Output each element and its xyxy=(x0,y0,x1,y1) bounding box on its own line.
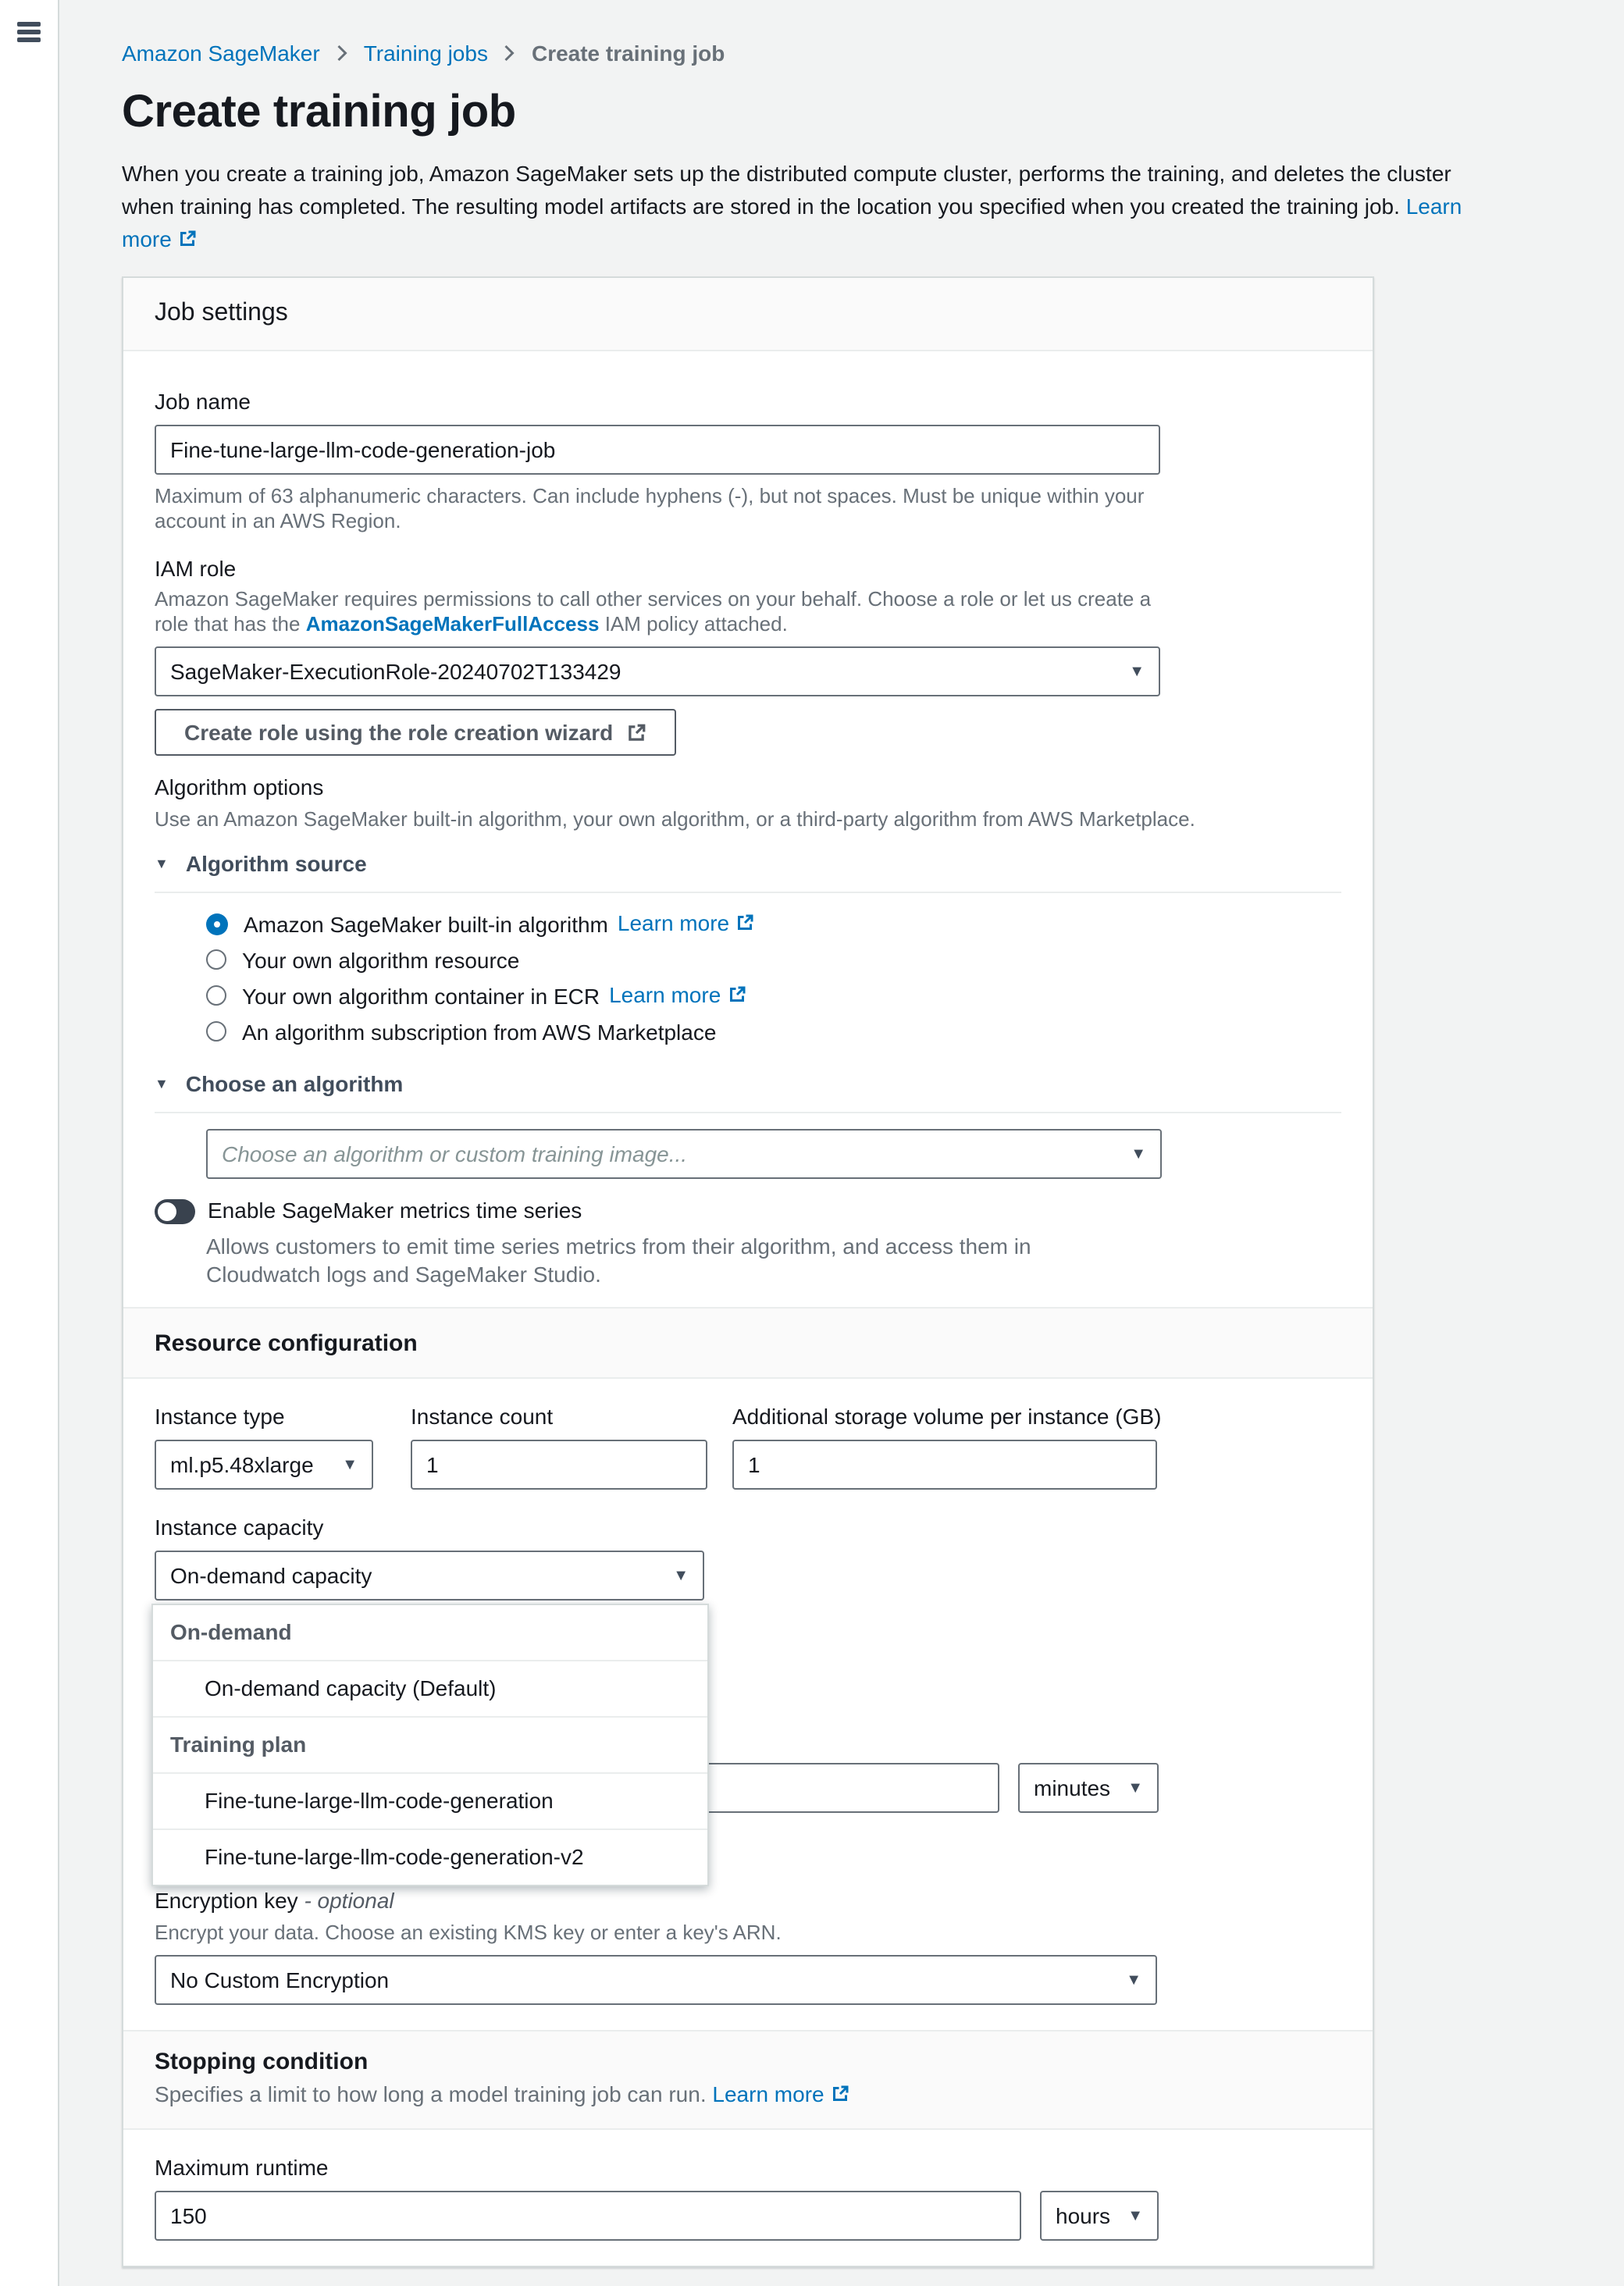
external-link-icon xyxy=(625,722,646,742)
chevron-down-icon: ▼ xyxy=(1127,1779,1143,1796)
algorithm-source-title: Algorithm source xyxy=(185,851,367,876)
radio-marketplace-subscription[interactable] xyxy=(206,1020,1341,1043)
breadcrumb-current: Create training job xyxy=(531,41,725,66)
job-settings-title: Job settings xyxy=(155,300,288,326)
iam-role-select[interactable] xyxy=(155,646,1160,696)
radio-builtin-algorithm[interactable] xyxy=(206,912,1341,935)
chevron-down-icon: ▼ xyxy=(1127,2207,1143,2224)
iam-role-description xyxy=(155,587,1173,637)
divider xyxy=(155,892,1341,893)
dropdown-option-training-plan-2[interactable]: Fine-tune-large-llm-code-generation-v2 xyxy=(153,1828,707,1885)
breadcrumb xyxy=(122,41,1468,66)
maximum-runtime-input[interactable] xyxy=(155,2191,1021,2241)
radio-icon xyxy=(206,985,226,1006)
radio-icon xyxy=(206,949,226,970)
chevron-down-icon: ▼ xyxy=(342,1456,358,1473)
instance-capacity-dropdown-wrap xyxy=(155,1551,704,1869)
algorithm-source-expander[interactable] xyxy=(155,851,1341,876)
external-link-icon xyxy=(178,228,197,253)
radio-label: Your own algorithm container in ECR xyxy=(242,983,600,1008)
instance-count-input[interactable] xyxy=(411,1440,707,1490)
duration-unit-select[interactable] xyxy=(1018,1763,1159,1813)
instance-type-label: Instance type xyxy=(155,1404,285,1429)
chevron-down-icon: ▼ xyxy=(1131,1145,1146,1163)
instance-type-field xyxy=(155,1404,373,1490)
choose-algorithm-expander[interactable] xyxy=(155,1071,1341,1096)
create-role-button[interactable] xyxy=(155,709,675,756)
duration-unit-value: minutes xyxy=(1034,1775,1111,1800)
stopping-condition-title: Stopping condition xyxy=(155,2049,369,2075)
additional-storage-field xyxy=(732,1404,1161,1490)
radio-checked-icon xyxy=(206,913,228,935)
collapsed-sidebar xyxy=(0,0,59,2286)
chevron-down-icon: ▼ xyxy=(1126,1971,1141,1989)
page-description xyxy=(122,158,1468,258)
breadcrumb-sagemaker[interactable]: Amazon SageMaker xyxy=(122,41,320,66)
job-name-input[interactable] xyxy=(155,425,1160,475)
algorithm-options-label: Algorithm options xyxy=(155,774,324,799)
toggle-knob xyxy=(158,1202,176,1220)
iam-role-label: IAM role xyxy=(155,556,237,581)
job-settings-body xyxy=(123,351,1373,1307)
form-card xyxy=(122,276,1374,2267)
radio-label: Amazon SageMaker built-in algorithm xyxy=(244,911,608,936)
chevron-right-icon xyxy=(333,44,351,62)
sagemaker-full-access-link[interactable]: AmazonSageMakerFullAccess xyxy=(305,612,600,636)
external-link-icon xyxy=(735,912,754,937)
learn-more-label: Learn more xyxy=(712,2081,824,2106)
algorithm-select-placeholder: Choose an algorithm or custom training image... xyxy=(222,1141,688,1166)
runtime-unit-select[interactable] xyxy=(1040,2191,1159,2241)
learn-more-link[interactable] xyxy=(712,2081,849,2106)
breadcrumb-training-jobs[interactable]: Training jobs xyxy=(363,41,488,66)
instance-fields-row xyxy=(155,1404,1341,1490)
dropdown-option-on-demand-default[interactable]: On-demand capacity (Default) xyxy=(153,1660,707,1716)
metrics-toggle[interactable] xyxy=(155,1198,195,1223)
metrics-toggle-row xyxy=(155,1198,1341,1224)
section-header-resource-configuration xyxy=(123,1307,1373,1379)
menu-icon[interactable] xyxy=(17,22,41,45)
radio-label: Your own algorithm resource xyxy=(242,947,520,972)
instance-type-value: ml.p5.48xlarge xyxy=(170,1452,314,1477)
runtime-unit-value: hours xyxy=(1056,2203,1111,2228)
learn-more-link[interactable] xyxy=(609,982,746,1009)
resource-configuration-title: Resource configuration xyxy=(155,1330,418,1356)
iam-role-desc-text: Amazon SageMaker requires permissions to call other services on your behalf. Choose a role or let us create a role that has the xyxy=(155,587,1152,636)
job-name-label: Job name xyxy=(155,389,251,414)
page-description-text: When you create a training job, Amazon SageMaker sets up the distributed compute cluster, performs the training, and deletes the cluster when training has completed. The resulting model artifacts are stored in the location you specified when you created the training job. xyxy=(122,161,1451,219)
encryption-key-label xyxy=(155,1888,1341,1914)
triangle-down-icon: ▼ xyxy=(155,856,169,871)
instance-capacity-value: On-demand capacity xyxy=(170,1563,372,1588)
external-link-icon xyxy=(831,2083,849,2108)
create-role-button-label: Create role using the role creation wizard xyxy=(184,720,614,745)
main-content xyxy=(122,41,1468,2267)
maximum-runtime-row xyxy=(155,2191,1341,2241)
additional-storage-input[interactable] xyxy=(732,1440,1157,1490)
radio-icon xyxy=(206,1021,226,1042)
encryption-key-desc: Encrypt your data. Choose an existing KMS key or enter a key's ARN. xyxy=(155,1921,782,1944)
stopping-condition-desc-text: Specifies a limit to how long a model training job can run. xyxy=(155,2081,707,2106)
stopping-condition-body xyxy=(123,2130,1373,2266)
iam-role-value: SageMaker-ExecutionRole-20240702T133429 xyxy=(170,659,621,684)
section-header-stopping-condition xyxy=(123,2030,1373,2130)
instance-count-field xyxy=(411,1404,707,1490)
algorithm-options-desc: Use an Amazon SageMaker built-in algorithm, your own algorithm, or a third-party algorithm from AWS Marketplace. xyxy=(155,807,1195,831)
additional-storage-label: Additional storage volume per instance (GB) xyxy=(732,1404,1162,1429)
instance-capacity-dropdown xyxy=(151,1604,709,1886)
learn-more-label: Learn more xyxy=(617,910,730,935)
metrics-toggle-desc: Allows customers to emit time series metrics from their algorithm, and access them in Cloudwatch logs and SageMaker Studio. xyxy=(206,1234,1031,1287)
learn-more-link[interactable] xyxy=(618,910,754,937)
chevron-right-icon xyxy=(500,44,519,62)
optional-tag: - optional xyxy=(304,1888,394,1913)
radio-own-container-ecr[interactable] xyxy=(206,984,1341,1007)
choose-algorithm-title: Choose an algorithm xyxy=(185,1071,404,1096)
learn-more-label: Learn more xyxy=(122,194,1462,251)
instance-count-label: Instance count xyxy=(411,1404,554,1429)
radio-own-algorithm-resource[interactable] xyxy=(206,948,1341,971)
chevron-down-icon: ▼ xyxy=(1129,663,1145,680)
dropdown-group-training-plan: Training plan xyxy=(153,1716,707,1772)
encryption-key-select[interactable] xyxy=(155,1955,1157,2005)
encryption-key-value: No Custom Encryption xyxy=(170,1967,390,1992)
divider xyxy=(155,1112,1341,1113)
resource-configuration-body xyxy=(123,1379,1373,2030)
instance-capacity-label: Instance capacity xyxy=(155,1515,324,1540)
chevron-down-icon: ▼ xyxy=(673,1567,689,1584)
job-name-helper: Maximum of 63 alphanumeric characters. Can include hyphens (-), but not spaces. Must be unique within your account in an AWS Region. xyxy=(155,484,1145,532)
maximum-runtime-label: Maximum runtime xyxy=(155,2155,329,2180)
metrics-toggle-label: Enable SageMaker metrics time series xyxy=(208,1198,582,1223)
stopping-condition-desc xyxy=(155,2081,1341,2108)
page-title: Create training job xyxy=(122,87,516,137)
learn-more-label: Learn more xyxy=(609,982,721,1007)
dropdown-group-on-demand: On-demand xyxy=(170,1619,292,1644)
encryption-key-label-text: Encryption key xyxy=(155,1888,298,1913)
iam-role-desc-tail: IAM policy attached. xyxy=(604,612,788,636)
dropdown-option-training-plan-1[interactable]: Fine-tune-large-llm-code-generation xyxy=(153,1772,707,1828)
section-header-job-settings xyxy=(123,278,1373,351)
algorithm-source-radios xyxy=(206,912,1341,1043)
instance-capacity-select[interactable] xyxy=(155,1551,704,1601)
external-link-icon xyxy=(727,984,746,1009)
instance-type-select[interactable] xyxy=(155,1440,373,1490)
radio-label: An algorithm subscription from AWS Marketplace xyxy=(242,1019,717,1044)
triangle-down-icon: ▼ xyxy=(155,1076,169,1091)
algorithm-select[interactable] xyxy=(206,1129,1162,1179)
